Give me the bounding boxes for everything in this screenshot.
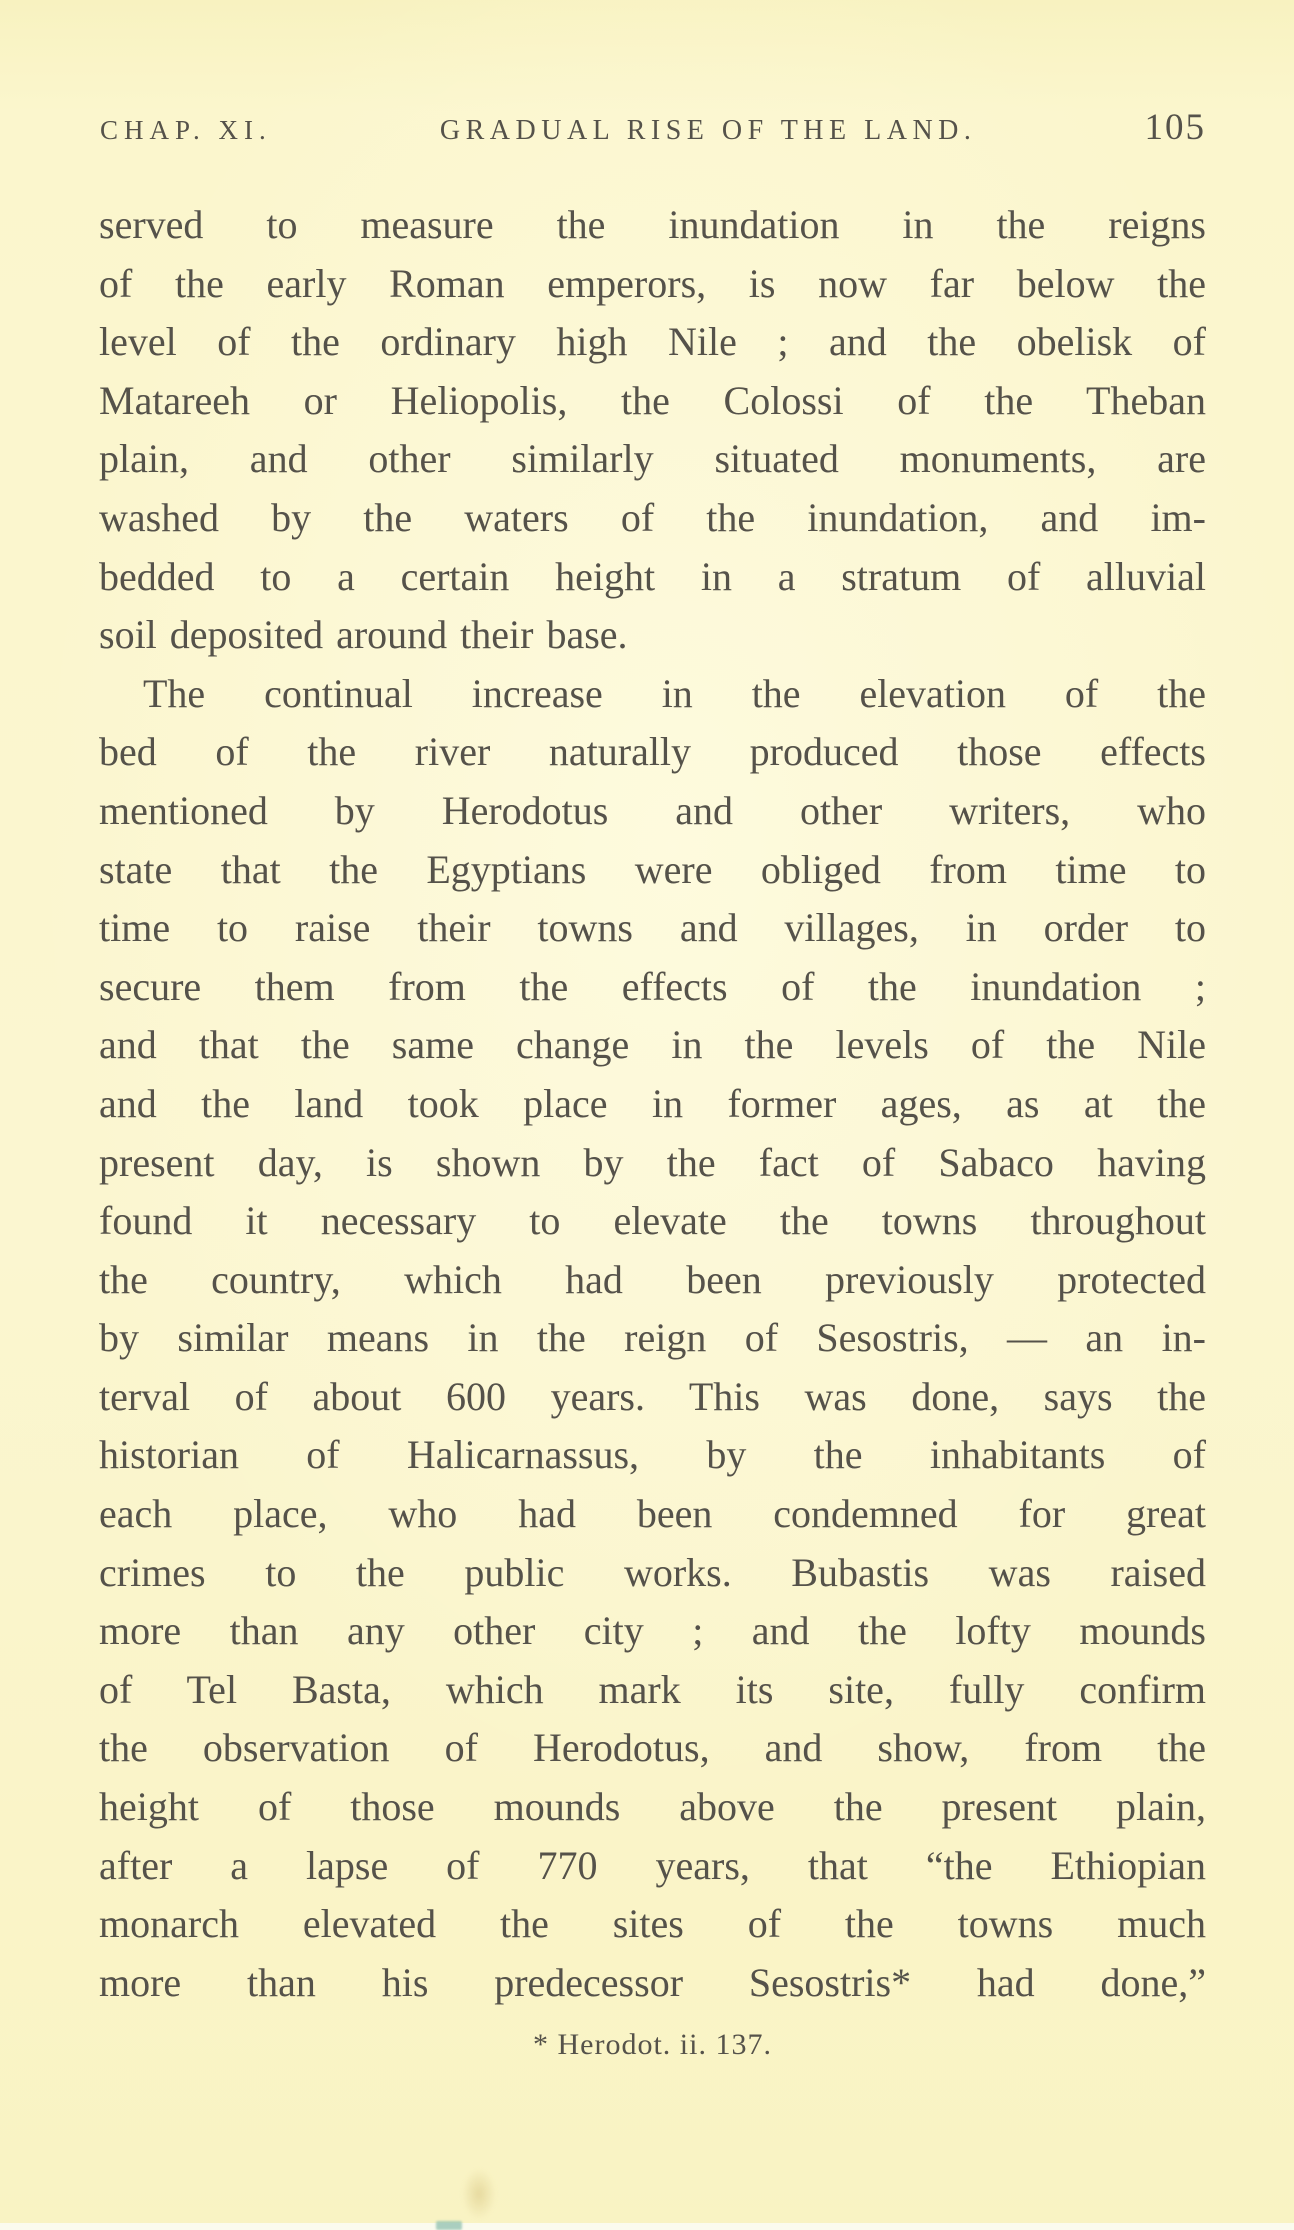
text-line: historian of Halicarnassus, by the inhabitants of xyxy=(99,1432,1206,1478)
text-line: of the early Roman emperors, is now far below the xyxy=(99,260,1206,306)
text-line: The continual increase in the elevation of the xyxy=(143,670,1206,716)
body-text xyxy=(99,196,1206,2012)
text-line: level of the ordinary high Nile ; and the obelisk of xyxy=(99,319,1206,365)
text-line: the observation of Herodotus, and show, from the xyxy=(99,1725,1206,1771)
text-line: and the land took place in former ages, as at the xyxy=(99,1080,1206,1126)
text-line: bed of the river naturally produced those effects xyxy=(99,729,1206,775)
text-line: washed by the waters of the inundation, and im- xyxy=(99,494,1206,540)
text-line: more than any other city ; and the lofty mounds xyxy=(99,1608,1206,1654)
text-line: plain, and other similarly situated monuments, are xyxy=(99,436,1206,482)
text-line: served to measure the inundation in the reigns xyxy=(99,202,1206,247)
scan-mark xyxy=(436,2221,462,2230)
text-line: more than his predecessor Sesostris* had done,” xyxy=(99,1959,1206,2005)
text-line: mentioned by Herodotus and other writers, who xyxy=(99,787,1206,833)
scan-smudge xyxy=(462,2168,496,2220)
text-line: height of those mounds above the present plain, xyxy=(99,1784,1206,1830)
text-line: soil deposited around their base. xyxy=(99,612,628,658)
text-line: Matareeh or Heliopolis, the Colossi of the Theban xyxy=(99,377,1206,423)
text-line: time to raise their towns and villages, in order to xyxy=(99,905,1206,951)
text-line: and that the same change in the levels of the Nile xyxy=(99,1022,1206,1068)
page-title: GRADUAL RISE OF THE LAND. xyxy=(439,115,977,146)
page-number: 105 xyxy=(1144,107,1206,148)
text-line: crimes to the public works. Bubastis was raised xyxy=(99,1549,1206,1595)
text-line: state that the Egyptians were obliged from time to xyxy=(99,846,1206,892)
text-line: of Tel Basta, which mark its site, fully confirm xyxy=(99,1666,1206,1712)
text-line: found it necessary to elevate the towns throughout xyxy=(99,1198,1206,1244)
text-line: present day, is shown by the fact of Sabaco having xyxy=(99,1139,1206,1185)
scan-bottom-edge xyxy=(0,2223,1294,2230)
text-line: monarch elevated the sites of the towns much xyxy=(99,1901,1206,1947)
text-line: by similar means in the reign of Sesostris, — an in- xyxy=(99,1315,1206,1361)
text-line: each place, who had been condemned for great xyxy=(99,1491,1206,1537)
footnote: * Herodot. ii. 137. xyxy=(533,2028,772,2061)
text-line: terval of about 600 years. This was done, says the xyxy=(99,1373,1206,1419)
running-head xyxy=(100,106,1206,149)
text-line: after a lapse of 770 years, that “the Ethiopian xyxy=(99,1842,1206,1888)
text-line: bedded to a certain height in a stratum of alluvial xyxy=(99,553,1206,599)
text-line: secure them from the effects of the inundation ; xyxy=(99,963,1206,1009)
chapter-label: CHAP. XI. xyxy=(100,115,272,145)
text-line: the country, which had been previously protected xyxy=(99,1256,1206,1302)
